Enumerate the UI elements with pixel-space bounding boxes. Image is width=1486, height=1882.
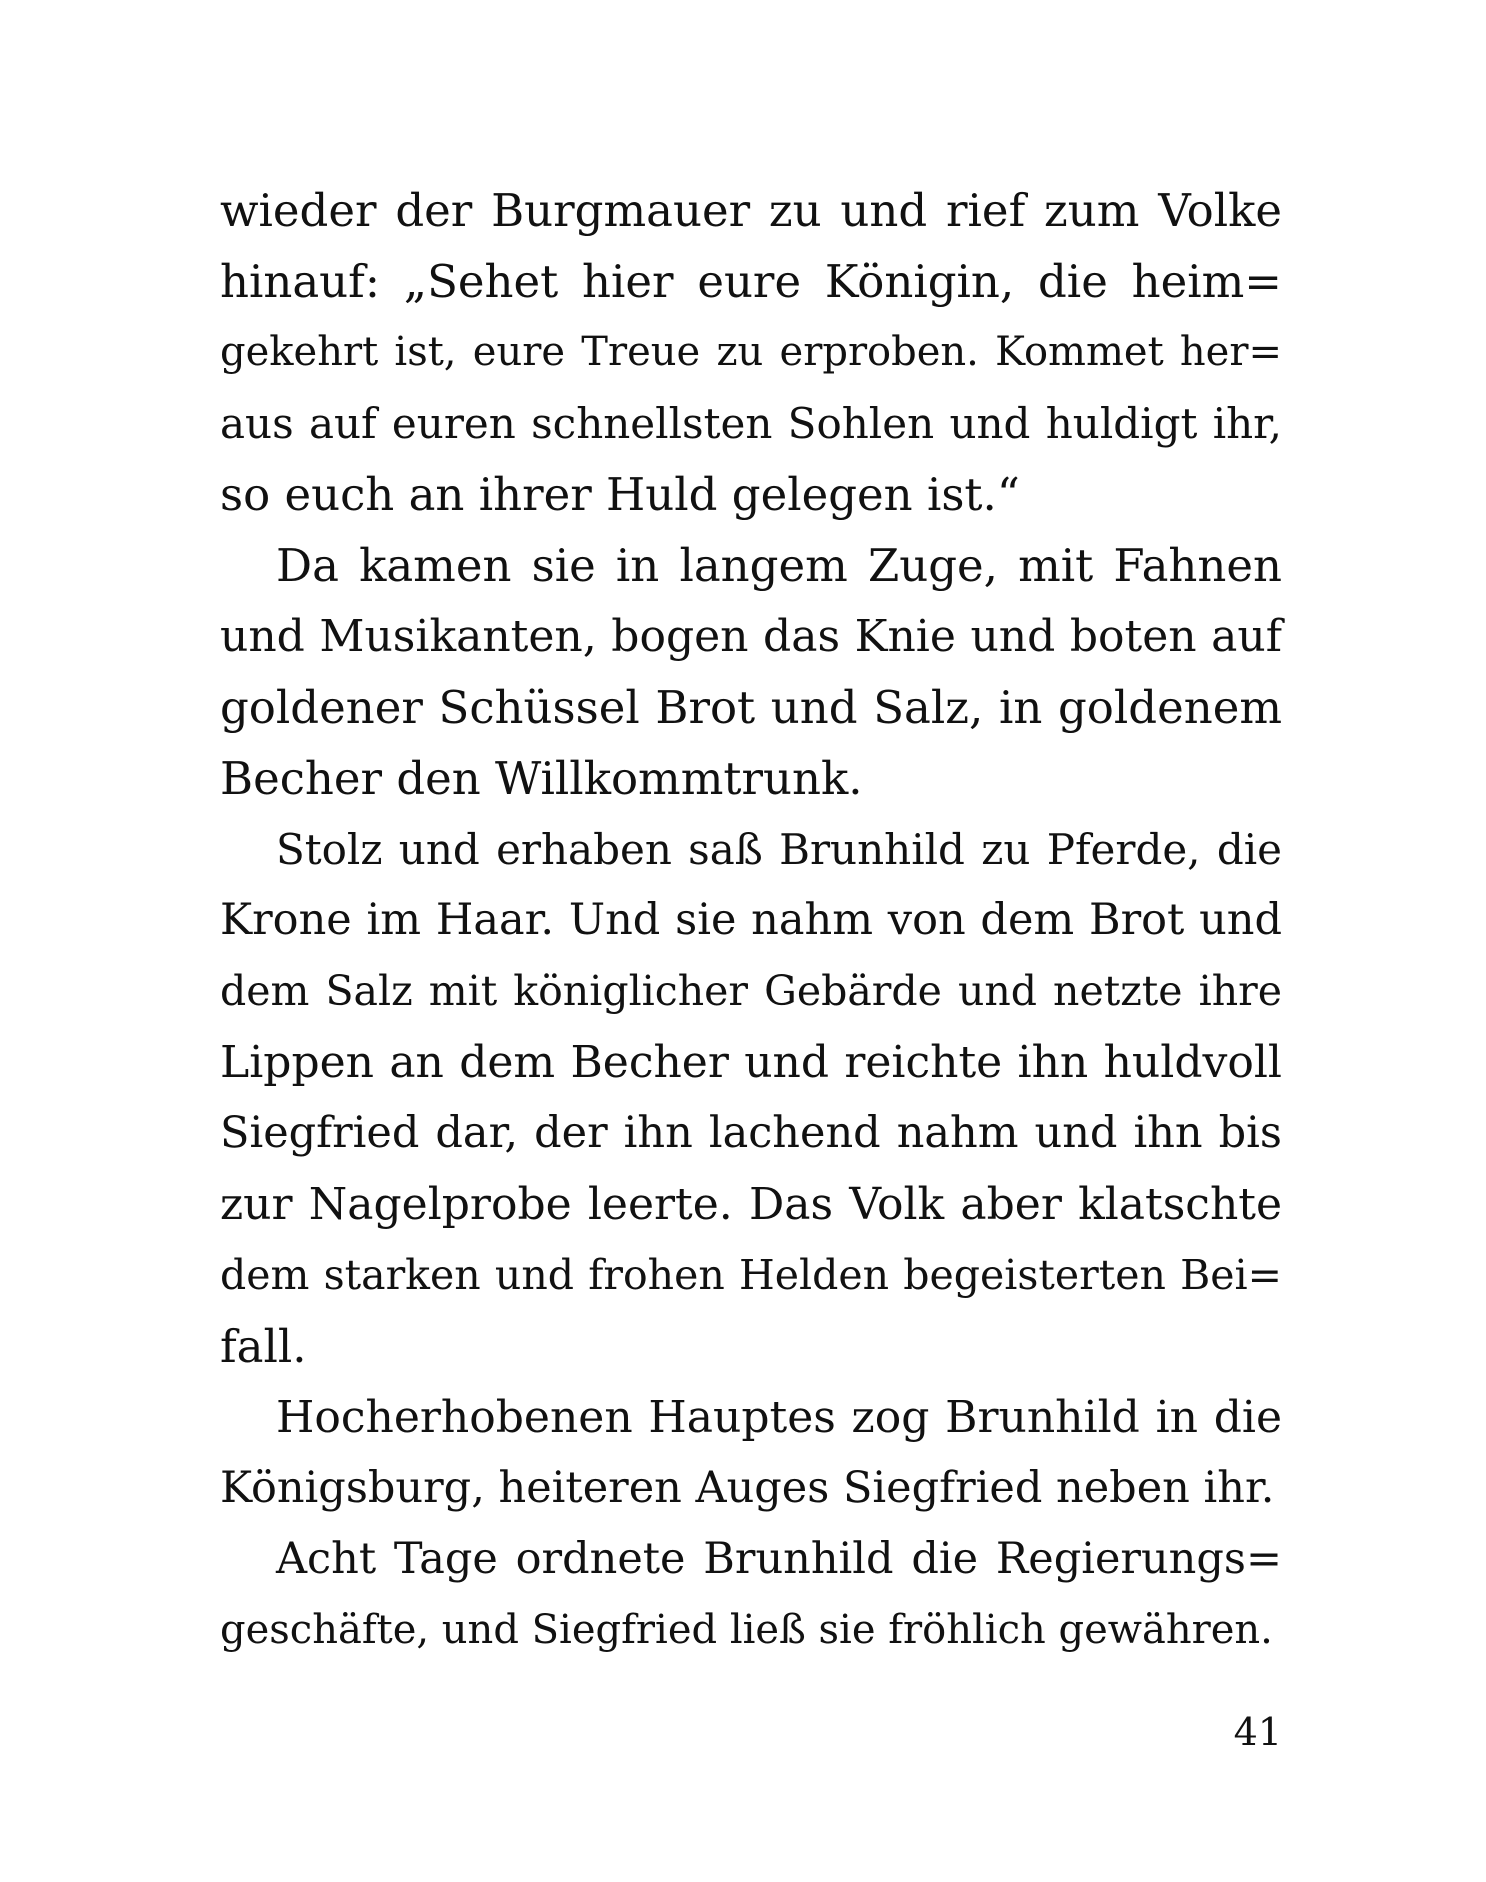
paragraph-2	[220, 530, 1282, 814]
paragraph-1	[220, 175, 1282, 530]
text-line: Siegfried dar, der ihn lachend nahm und ihn bis	[220, 1108, 1282, 1158]
text-line: und Musikanten, bogen das Knie und boten auf	[220, 611, 1282, 662]
text-line: dem starken und frohen Helden begeisterten Bei=	[220, 1251, 1282, 1299]
text-line: geschäfte, und Siegfried ließ sie fröhlich gewähren.	[220, 1607, 1273, 1653]
text-line: goldener Schüssel Brot und Salz, in goldenem	[220, 681, 1282, 734]
page-number: 41	[1233, 1710, 1282, 1754]
text-line: dem Salz mit königlicher Gebärde und netzte ihre	[220, 967, 1282, 1015]
text-line: Stolz und erhaben saß Brunhild zu Pferde, die	[276, 825, 1282, 874]
paragraph-3	[220, 814, 1282, 1382]
text-line: Krone im Haar. Und sie nahm von dem Brot und	[220, 895, 1282, 945]
text-line: zur Nagelprobe leerte. Das Volk aber klatschte	[220, 1179, 1282, 1230]
text-line: Königsburg, heiteren Auges Siegfried neben ihr.	[220, 1463, 1275, 1513]
text-line: aus auf euren schnellsten Sohlen und huldigt ihr,	[220, 399, 1282, 448]
text-line: Hocherhobenen Hauptes zog Brunhild in die	[276, 1392, 1282, 1443]
text-line: hinauf: „Sehet hier eure Königin, die heim=	[220, 255, 1282, 308]
text-line: Da kamen sie in langem Zuge, mit Fahnen	[276, 539, 1282, 592]
text-line: so euch an ihrer Huld gelegen ist.“	[220, 468, 1020, 521]
text-line: Acht Tage ordnete Brunhild die Regierungs=	[276, 1534, 1282, 1584]
text-line: Becher den Willkommtrunk.	[220, 752, 863, 805]
paragraph-5	[220, 1524, 1282, 1666]
text-line: wieder der Burgmauer zu und rief zum Volke	[220, 184, 1282, 237]
paragraph-4	[220, 1382, 1282, 1524]
text-line: Lippen an dem Becher und reichte ihn huldvoll	[220, 1037, 1282, 1088]
body-text	[220, 175, 1282, 1666]
text-line: gekehrt ist, eure Treue zu erproben. Kommet her=	[220, 329, 1282, 375]
text-line: fall.	[220, 1320, 307, 1373]
